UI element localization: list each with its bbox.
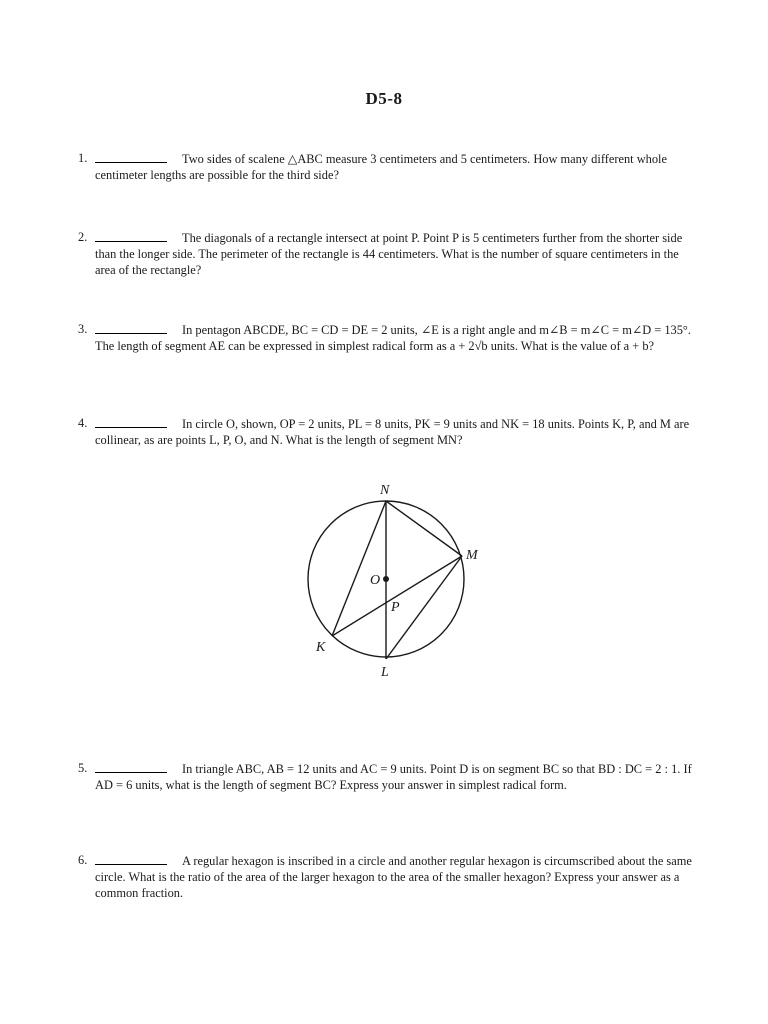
label-m: M	[466, 548, 478, 563]
problem-text: In triangle ABC, AB = 12 units and AC = 9 units. Point D is on segment BC so that BD : DC = 2 : 1. If AD = 6 units, what is the length of segment BC? Express your answer in simplest radical form.	[95, 762, 692, 792]
segment-nk	[332, 501, 386, 636]
label-p: P	[391, 600, 400, 615]
problem-3	[78, 321, 696, 354]
problem-1	[78, 150, 696, 183]
problem-number: 1.	[78, 151, 88, 165]
answer-blank[interactable]	[95, 415, 167, 428]
label-k: K	[316, 640, 326, 655]
page-title: D5-8	[365, 89, 403, 108]
segment-km	[332, 556, 462, 636]
problem-6	[78, 852, 696, 901]
answer-blank[interactable]	[95, 229, 167, 242]
segment-nm	[386, 501, 462, 556]
label-o: O	[370, 573, 381, 588]
problem-5	[78, 760, 696, 793]
answer-blank[interactable]	[95, 150, 167, 163]
problem-number: 4.	[78, 416, 88, 430]
problem-number: 5.	[78, 761, 88, 775]
problem-text: The diagonals of a rectangle intersect at point P. Point P is 5 centimeters further from the shorter side than the longer side. The perimeter of the rectangle is 44 centimeters. What is the number of square centimeters in the area of the rectangle?	[95, 231, 683, 277]
problem-text: In circle O, shown, OP = 2 units, PL = 8 units, PK = 9 units and NK = 18 units. Points K, P, and M are collinear, as are points L, P, O, and N. What is the length of segment MN?	[95, 417, 690, 447]
problem-text: In pentagon ABCDE, BC = CD = DE = 2 units, ∠E is a right angle and m∠B = m∠C = m∠D = 135°. The length of segment AE can be expressed in simplest radical form as a + 2√b units. What is the value of a + b?	[95, 323, 691, 353]
answer-blank[interactable]	[95, 321, 167, 334]
label-n: N	[380, 483, 390, 498]
circle-diagram	[300, 478, 490, 683]
problem-text: A regular hexagon is inscribed in a circle and another regular hexagon is circumscribed about the same circle. What is the ratio of the area of the larger hexagon to the area of the smaller hexagon? Express your answer as a common fraction.	[95, 854, 692, 900]
answer-blank[interactable]	[95, 760, 167, 773]
center-point	[383, 576, 389, 582]
problem-2	[78, 229, 696, 278]
circle-figure	[300, 478, 490, 683]
problem-text: Two sides of scalene △ABC measure 3 centimeters and 5 centimeters. How many different whole centimeter lengths are possible for the third side?	[95, 152, 667, 182]
problem-number: 3.	[78, 322, 88, 336]
problem-number: 6.	[78, 853, 88, 867]
problem-number: 2.	[78, 230, 88, 244]
label-l: L	[381, 665, 389, 680]
answer-blank[interactable]	[95, 852, 167, 865]
problem-4	[78, 415, 696, 448]
